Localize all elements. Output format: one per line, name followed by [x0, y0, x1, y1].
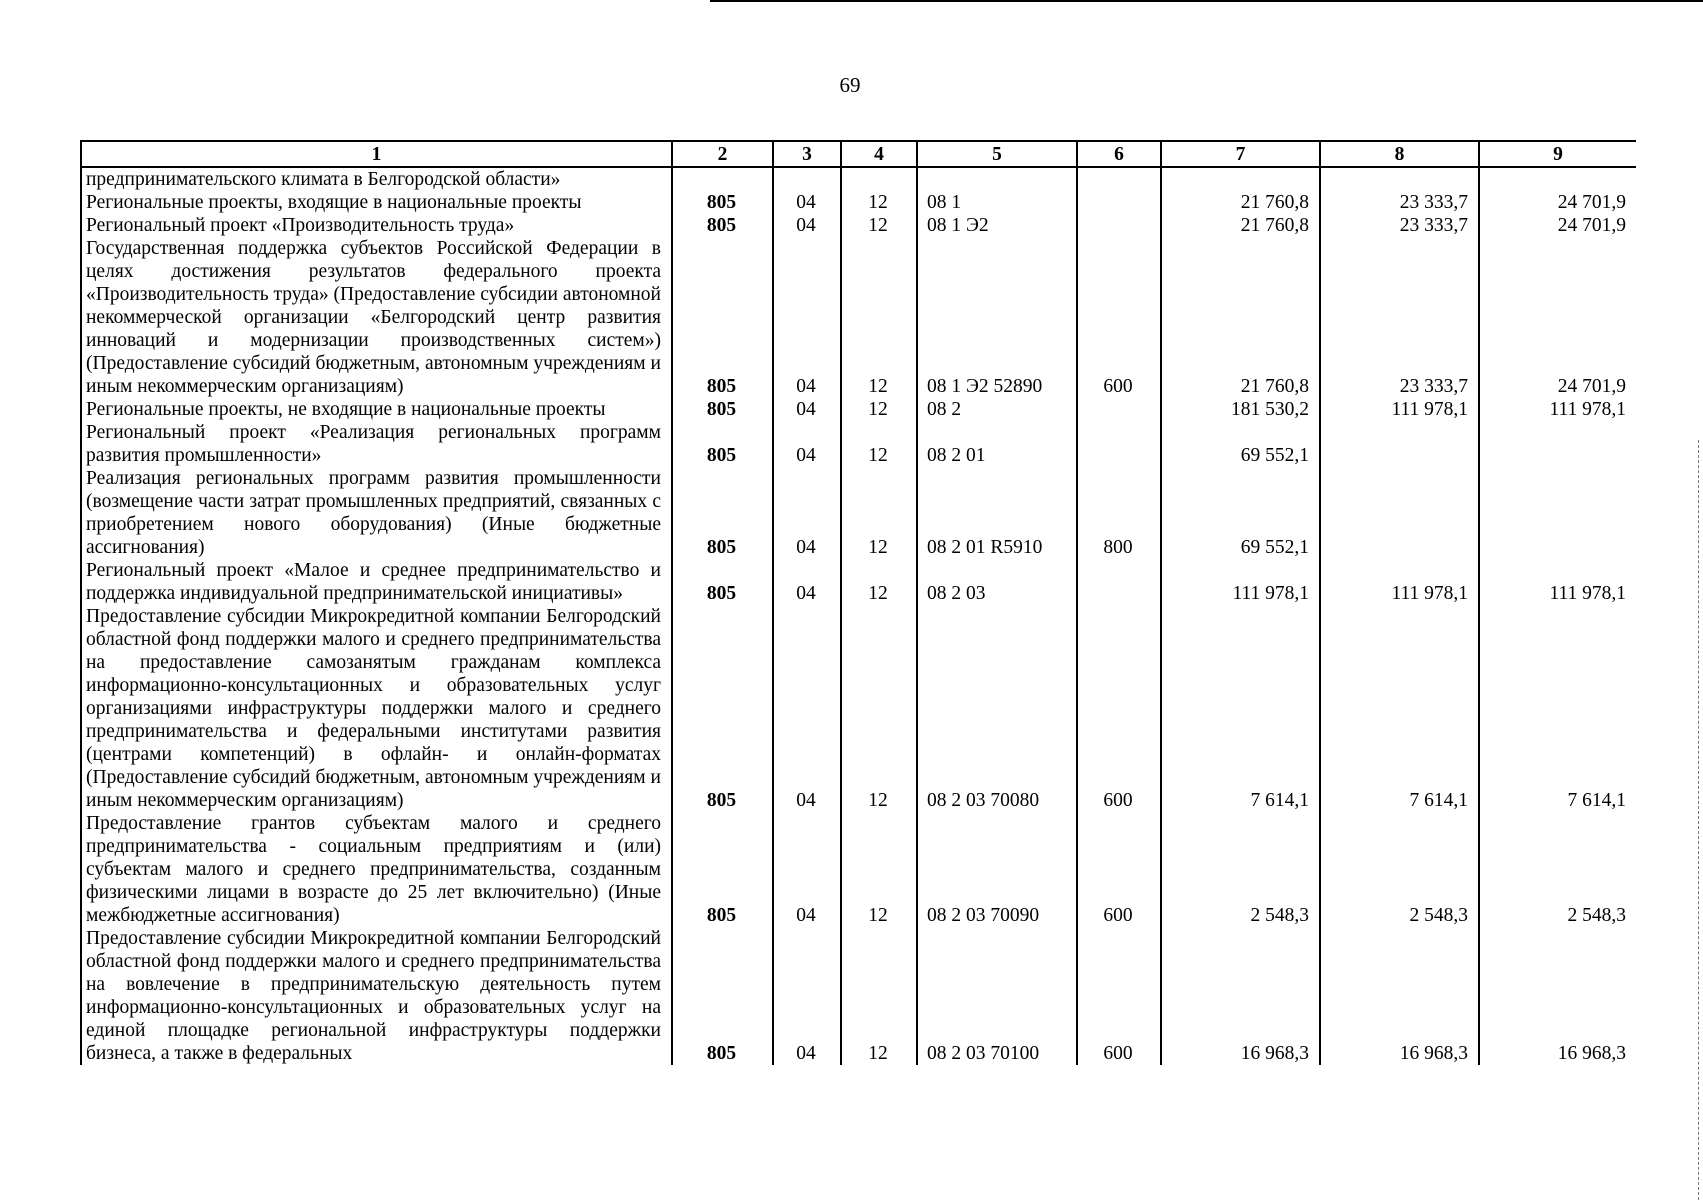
row-rz: 04 — [773, 191, 841, 214]
row-year1: 21 760,8 — [1161, 214, 1320, 237]
row-gr: 805 — [672, 812, 773, 927]
table-row — [81, 191, 1636, 214]
table-row — [81, 421, 1636, 467]
budget-table — [80, 140, 1636, 1065]
row-csr: 08 2 03 — [917, 559, 1077, 605]
row-vr — [1077, 559, 1161, 605]
row-pr: 12 — [841, 191, 917, 214]
row-year1: 7 614,1 — [1161, 605, 1320, 812]
row-year1: 16 968,3 — [1161, 927, 1320, 1065]
row-name: Региональный проект «Реализация региональных программ развития промышленности» — [81, 421, 672, 467]
row-rz: 04 — [773, 398, 841, 421]
header-col-2: 2 — [672, 141, 773, 167]
table-row — [81, 398, 1636, 421]
table-row — [81, 812, 1636, 927]
row-rz — [773, 167, 841, 191]
row-csr: 08 2 03 70100 — [917, 927, 1077, 1065]
row-vr: 600 — [1077, 605, 1161, 812]
row-year1: 21 760,8 — [1161, 237, 1320, 398]
row-year1: 69 552,1 — [1161, 467, 1320, 559]
top-scan-line — [710, 0, 1703, 2]
row-year2 — [1320, 467, 1479, 559]
row-csr: 08 2 03 70080 — [917, 605, 1077, 812]
row-year3: 24 701,9 — [1479, 214, 1636, 237]
row-rz: 04 — [773, 812, 841, 927]
row-pr: 12 — [841, 467, 917, 559]
header-col-3: 3 — [773, 141, 841, 167]
header-row — [81, 141, 1636, 167]
row-pr: 12 — [841, 605, 917, 812]
row-pr — [841, 167, 917, 191]
row-name: Региональные проекты, входящие в национальные проекты — [81, 191, 672, 214]
row-csr: 08 2 01 — [917, 421, 1077, 467]
row-vr: 600 — [1077, 927, 1161, 1065]
row-year2: 16 968,3 — [1320, 927, 1479, 1065]
row-gr: 805 — [672, 421, 773, 467]
row-year3: 24 701,9 — [1479, 237, 1636, 398]
budget-table-container — [80, 140, 1636, 1095]
row-csr — [917, 167, 1077, 191]
scan-edge-mark — [1698, 440, 1703, 1200]
row-gr: 805 — [672, 237, 773, 398]
row-name: Государственная поддержка субъектов Российской Федерации в целях достижения результатов федерального проекта «Производительность труда» (Предоставление субсидии автономной некоммерческой организации «Белгородский центр развития инноваций и модернизации производственных систем») (Предоставление субсидий бюджетным, автономным учреждениям и иным некоммерческим организациям) — [81, 237, 672, 398]
row-vr — [1077, 214, 1161, 237]
row-vr — [1077, 398, 1161, 421]
table-row — [81, 559, 1636, 605]
row-csr: 08 2 01 R5910 — [917, 467, 1077, 559]
header-col-7: 7 — [1161, 141, 1320, 167]
header-col-8: 8 — [1320, 141, 1479, 167]
table-row — [81, 237, 1636, 398]
row-year1: 181 530,2 — [1161, 398, 1320, 421]
row-year3: 111 978,1 — [1479, 559, 1636, 605]
row-year3: 2 548,3 — [1479, 812, 1636, 927]
row-rz: 04 — [773, 467, 841, 559]
row-csr: 08 1 Э2 — [917, 214, 1077, 237]
row-rz: 04 — [773, 605, 841, 812]
row-vr — [1077, 167, 1161, 191]
row-year3 — [1479, 421, 1636, 467]
row-year3: 16 968,3 — [1479, 927, 1636, 1065]
row-name: Предоставление грантов субъектам малого и среднего предпринимательства - социальным предприятиям и (или) субъектам малого и среднего предпринимательства, созданным физическими лицами в возрасте до 25 лет включительно) (Иные межбюджетные ассигнования) — [81, 812, 672, 927]
table-row — [81, 605, 1636, 812]
row-csr: 08 2 — [917, 398, 1077, 421]
row-csr: 08 1 — [917, 191, 1077, 214]
row-name: Предоставление субсидии Микрокредитной компании Белгородский областной фонд поддержки малого и среднего предпринимательства на вовлечение в предпринимательскую деятельность путем информационно-консультационных и образовательных услуг на единой площадке региональной инфраструктуры поддержки бизнеса, а также в федеральных — [81, 927, 672, 1065]
row-pr: 12 — [841, 421, 917, 467]
row-gr: 805 — [672, 398, 773, 421]
row-year3 — [1479, 167, 1636, 191]
row-csr: 08 2 03 70090 — [917, 812, 1077, 927]
row-pr: 12 — [841, 812, 917, 927]
row-pr: 12 — [841, 237, 917, 398]
header-col-4: 4 — [841, 141, 917, 167]
table-row — [81, 467, 1636, 559]
row-gr: 805 — [672, 467, 773, 559]
row-pr: 12 — [841, 927, 917, 1065]
row-gr: 805 — [672, 605, 773, 812]
row-year2: 23 333,7 — [1320, 214, 1479, 237]
row-gr: 805 — [672, 191, 773, 214]
row-rz: 04 — [773, 237, 841, 398]
row-name: Предоставление субсидии Микрокредитной компании Белгородский областной фонд поддержки малого и среднего предпринимательства на предоставление самозанятым гражданам комплекса информационно-консультационных и образовательных услуг организациями инфраструктуры поддержки малого и среднего предпринимательства и федеральными институтами развития (центрами компетенций) в офлайн- и онлайн-форматах (Предоставление субсидий бюджетным, автономным учреждениям и иным некоммерческим организациям) — [81, 605, 672, 812]
row-year2: 111 978,1 — [1320, 398, 1479, 421]
row-year3 — [1479, 467, 1636, 559]
row-pr: 12 — [841, 398, 917, 421]
row-vr: 600 — [1077, 237, 1161, 398]
row-year2: 7 614,1 — [1320, 605, 1479, 812]
row-vr — [1077, 191, 1161, 214]
row-year2 — [1320, 167, 1479, 191]
header-col-5: 5 — [917, 141, 1077, 167]
row-gr: 805 — [672, 559, 773, 605]
row-year2: 23 333,7 — [1320, 191, 1479, 214]
header-col-6: 6 — [1077, 141, 1161, 167]
header-col-1: 1 — [81, 141, 672, 167]
row-gr: 805 — [672, 927, 773, 1065]
row-year3: 7 614,1 — [1479, 605, 1636, 812]
header-col-9: 9 — [1479, 141, 1636, 167]
row-year1: 2 548,3 — [1161, 812, 1320, 927]
row-year3: 111 978,1 — [1479, 398, 1636, 421]
table-row — [81, 214, 1636, 237]
row-year2: 111 978,1 — [1320, 559, 1479, 605]
row-pr: 12 — [841, 214, 917, 237]
table-row — [81, 927, 1636, 1065]
row-name: предпринимательского климата в Белгородской области» — [81, 167, 672, 191]
row-year1: 21 760,8 — [1161, 191, 1320, 214]
row-year2 — [1320, 421, 1479, 467]
row-rz: 04 — [773, 559, 841, 605]
row-vr — [1077, 421, 1161, 467]
row-name: Региональный проект «Малое и среднее предпринимательство и поддержка индивидуальной предпринимательской инициативы» — [81, 559, 672, 605]
row-gr: 805 — [672, 214, 773, 237]
row-year2: 23 333,7 — [1320, 237, 1479, 398]
row-year2: 2 548,3 — [1320, 812, 1479, 927]
table-row — [81, 167, 1636, 191]
row-year3: 24 701,9 — [1479, 191, 1636, 214]
row-name: Региональный проект «Производительность труда» — [81, 214, 672, 237]
row-rz: 04 — [773, 927, 841, 1065]
row-csr: 08 1 Э2 52890 — [917, 237, 1077, 398]
row-vr: 800 — [1077, 467, 1161, 559]
row-year1 — [1161, 167, 1320, 191]
row-rz: 04 — [773, 214, 841, 237]
row-pr: 12 — [841, 559, 917, 605]
row-year1: 111 978,1 — [1161, 559, 1320, 605]
row-rz: 04 — [773, 421, 841, 467]
row-year1: 69 552,1 — [1161, 421, 1320, 467]
row-vr: 600 — [1077, 812, 1161, 927]
page-number: 69 — [839, 73, 861, 97]
row-name: Региональные проекты, не входящие в национальные проекты — [81, 398, 672, 421]
row-name: Реализация региональных программ развития промышленности (возмещение части затрат промышленных предприятий, связанных с приобретением нового оборудования) (Иные бюджетные ассигнования) — [81, 467, 672, 559]
row-gr — [672, 167, 773, 191]
